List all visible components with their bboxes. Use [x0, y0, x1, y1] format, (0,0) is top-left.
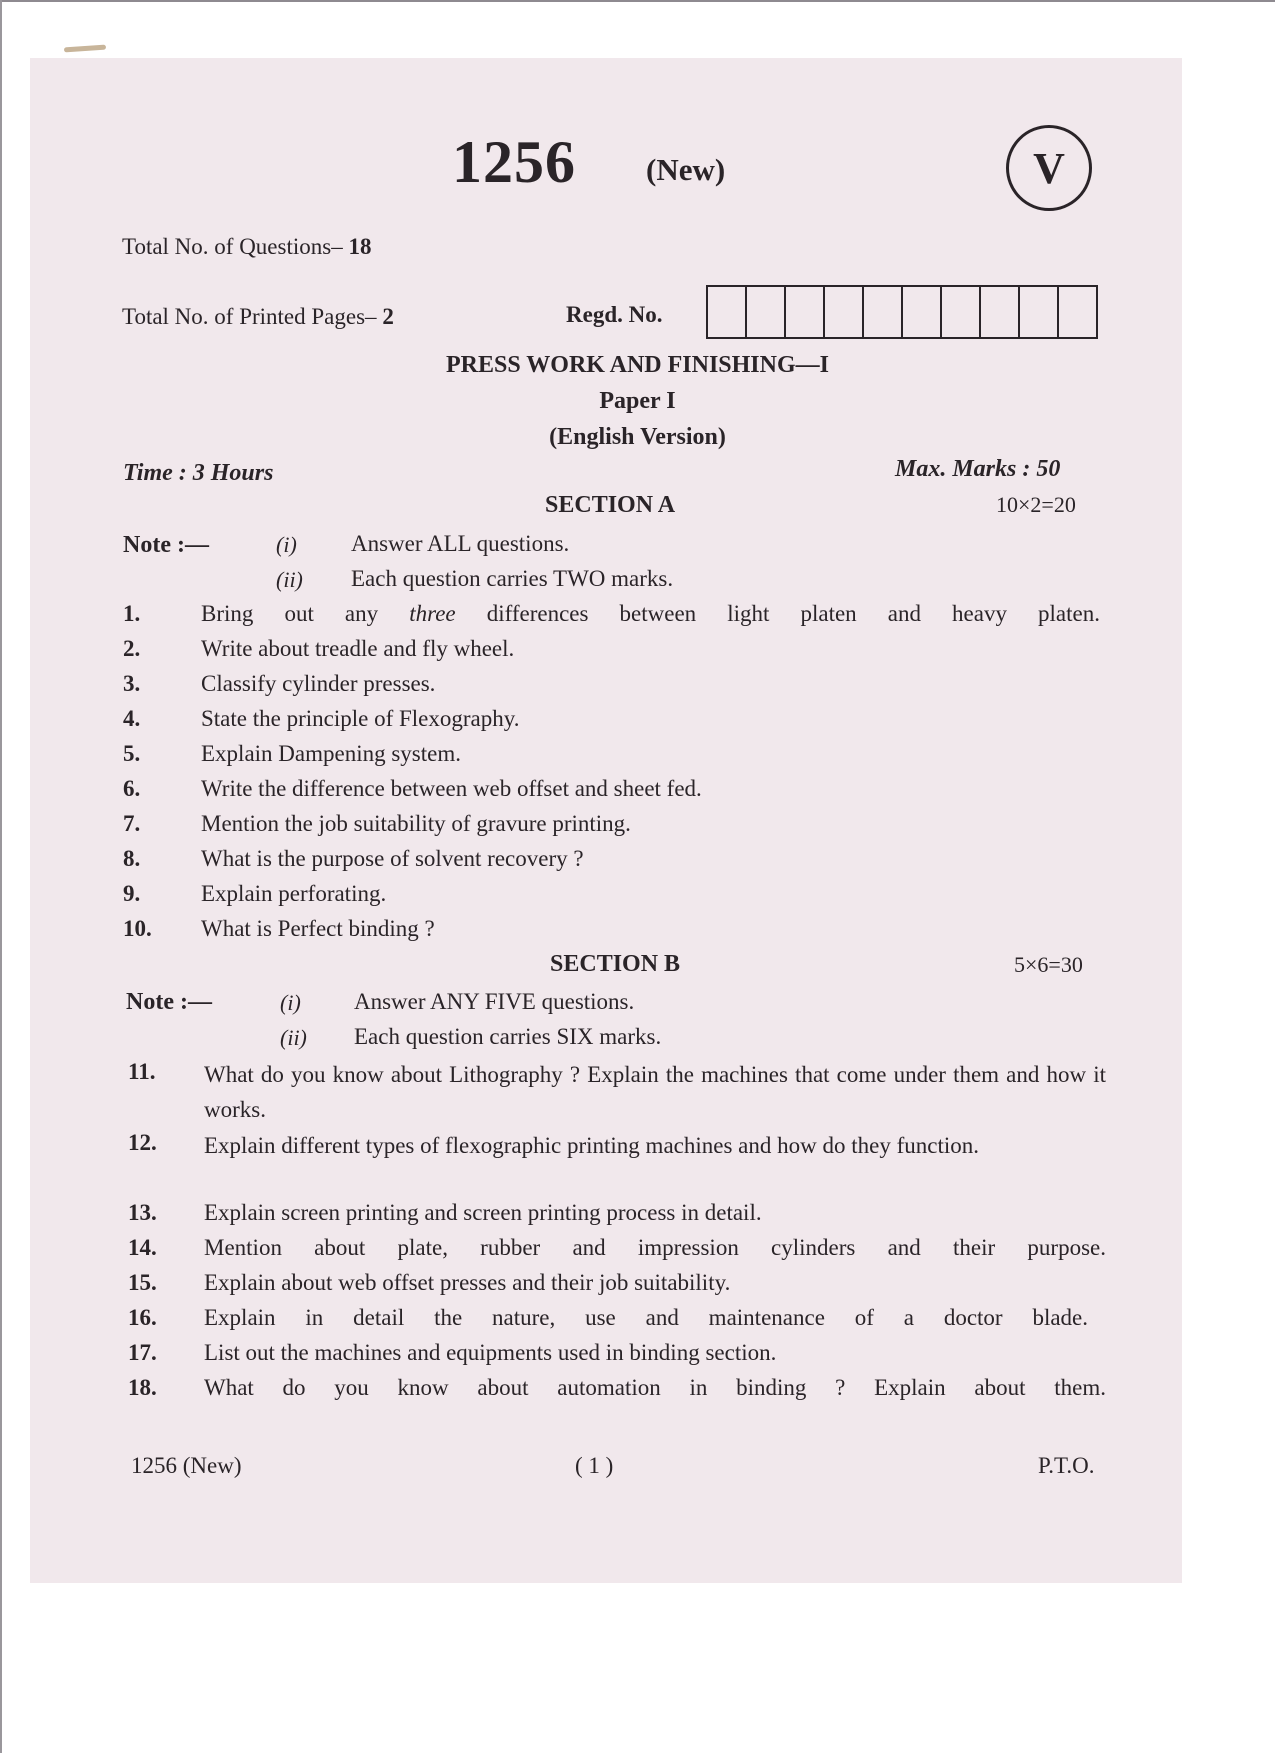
question-text-part: differences between light platen and heavy platen. [455, 601, 1100, 626]
question-text: What is the purpose of solvent recovery ? [201, 846, 584, 871]
regd-box[interactable] [786, 287, 825, 337]
total-pages-value: 2 [382, 304, 394, 329]
section-a-title: SECTION A [545, 492, 676, 518]
total-pages-label: Total No. of Printed Pages– [122, 304, 377, 329]
question-number: 8. [123, 846, 141, 871]
question-number: 3. [123, 671, 141, 696]
question-number: 1. [123, 601, 141, 626]
question-number: 15. [128, 1270, 157, 1295]
question-text: List out the machines and equipments used in binding section. [204, 1340, 777, 1365]
regd-box[interactable] [864, 287, 903, 337]
total-questions [122, 234, 371, 260]
paper-title: Paper I [599, 388, 676, 414]
question-number: 6. [123, 776, 141, 801]
question-text-part: Bring out any [201, 601, 410, 626]
total-questions-value: 18 [348, 234, 372, 259]
question-number: 5. [123, 741, 141, 766]
question-text [201, 601, 1100, 627]
question-number: 11. [128, 1059, 156, 1084]
question-emphasis: three [409, 601, 456, 626]
question-number: 9. [123, 881, 141, 906]
regd-box[interactable] [747, 287, 786, 337]
paper-fold-mark [64, 45, 106, 53]
pto-label: P.T.O. [1038, 1453, 1095, 1478]
regd-box[interactable] [825, 287, 864, 337]
section-a-note-num: (ii) [276, 567, 303, 592]
question-number: 18. [128, 1375, 157, 1400]
question-text: Explain different types of flexographic printing machines and how do they function. [204, 1133, 979, 1158]
question-number: 13. [128, 1200, 157, 1225]
total-questions-label: Total No. of Questions– [122, 234, 343, 259]
regd-no-boxes[interactable] [706, 285, 1098, 339]
scan-edge-left [0, 0, 2, 1753]
max-marks: Max. Marks : 50 [895, 456, 1061, 482]
subject-title: PRESS WORK AND FINISHING—I [446, 352, 829, 378]
question-number: 10. [123, 916, 152, 941]
regd-box[interactable] [981, 287, 1020, 337]
regd-box[interactable] [903, 287, 942, 337]
question-text: Explain about web offset presses and their job suitability. [204, 1270, 731, 1295]
section-a-note-text: Answer ALL questions. [351, 531, 570, 556]
version-title: (English Version) [549, 424, 726, 450]
question-number: 14. [128, 1235, 157, 1260]
question-number: 17. [128, 1340, 157, 1365]
question-text: Write the difference between web offset and sheet fed. [201, 776, 702, 801]
section-b-note-num: (i) [280, 990, 301, 1015]
total-pages [122, 304, 394, 330]
question-number: 7. [123, 811, 141, 836]
question-number: 4. [123, 706, 141, 731]
question-text: State the principle of Flexography. [201, 706, 520, 731]
section-b-marks: 5×6=30 [1014, 952, 1083, 977]
section-a-marks: 10×2=20 [996, 492, 1076, 517]
section-b-note-label: Note :— [126, 989, 212, 1015]
regd-no-label: Regd. No. [566, 302, 663, 327]
question-text: Explain screen printing and screen printing process in detail. [204, 1200, 762, 1225]
question-text: Explain in detail the nature, use and maintenance of a doctor blade. [204, 1305, 1088, 1330]
question-text: What do you know about automation in binding ? Explain about them. [204, 1375, 1106, 1400]
question-text: Mention about plate, rubber and impression cylinders and their purpose. [204, 1235, 1106, 1260]
section-b-title: SECTION B [550, 951, 681, 977]
question-number: 2. [123, 636, 141, 661]
question-number: 12. [128, 1130, 157, 1155]
paper-suffix: (New) [646, 152, 726, 187]
section-a-note-num: (i) [276, 532, 297, 557]
exam-time: Time : 3 Hours [123, 460, 274, 486]
paper-code: 1256 [452, 129, 576, 195]
scan-edge-top [0, 0, 1275, 2]
footer-code: 1256 (New) [131, 1453, 242, 1478]
question-text: Write about treadle and fly wheel. [201, 636, 515, 661]
regd-box[interactable] [708, 287, 747, 337]
version-badge-letter: V [1033, 143, 1065, 193]
section-b-note-num: (ii) [280, 1025, 307, 1050]
section-b-note-text: Each question carries SIX marks. [354, 1024, 662, 1049]
page-number: ( 1 ) [575, 1453, 614, 1478]
question-text: What do you know about Lithography ? Explain the machines that come under them and how it works. [204, 1062, 1106, 1122]
version-badge [1006, 125, 1092, 211]
question-text: Classify cylinder presses. [201, 671, 436, 696]
regd-box[interactable] [942, 287, 981, 337]
question-number: 16. [128, 1305, 157, 1330]
section-b-note-text: Answer ANY FIVE questions. [354, 989, 635, 1014]
question-text: What is Perfect binding ? [201, 916, 435, 941]
question-text: Explain Dampening system. [201, 741, 461, 766]
question-text: Explain perforating. [201, 881, 387, 906]
regd-box[interactable] [1020, 287, 1059, 337]
regd-box[interactable] [1059, 287, 1096, 337]
question-text: Mention the job suitability of gravure printing. [201, 811, 631, 836]
section-a-note-text: Each question carries TWO marks. [351, 566, 674, 591]
section-a-note-label: Note :— [123, 532, 209, 558]
